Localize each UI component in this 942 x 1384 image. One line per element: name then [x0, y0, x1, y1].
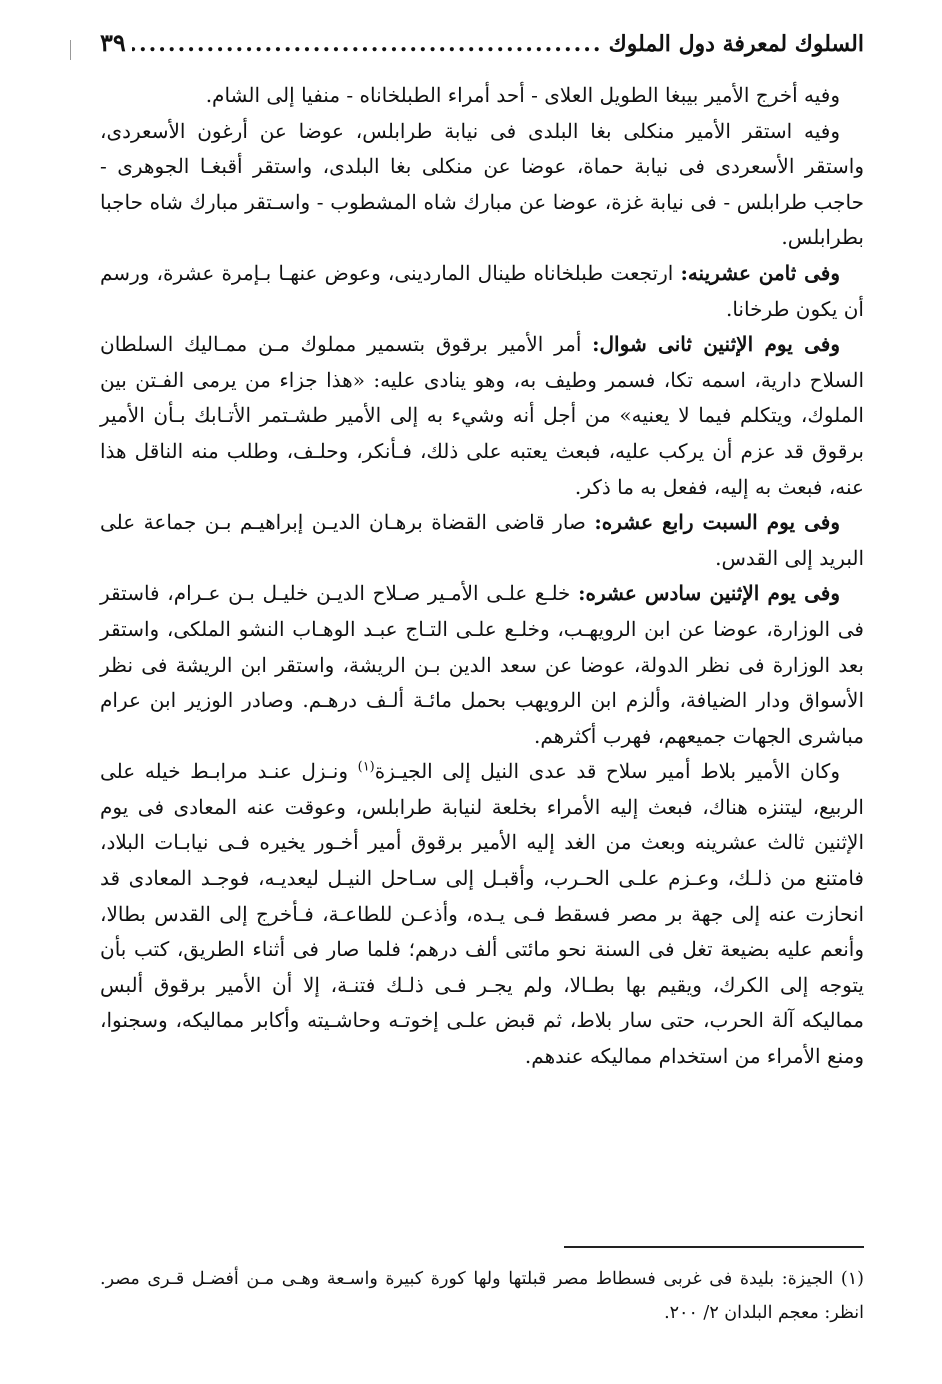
page-number: ٣٩ — [100, 28, 126, 57]
header-title: السلوك لمعرفة دول الملوك — [608, 31, 864, 57]
paragraph-lead: وفى يوم الإثنين سادس عشره: — [578, 581, 840, 606]
paragraph-text: وكان الأمير بلاط أمير سلاح قد عدى النيل إلى الجيـزة — [374, 759, 840, 784]
paragraph-7 — [100, 754, 864, 1074]
paragraph-4 — [100, 327, 864, 505]
paragraph-2 — [100, 114, 864, 256]
paragraph-text: ارتجعت طبلخاناه طينال الماردينى، وعوض عنهـا بـإمرة عشرة، ورسم أن يكون طرخانا. — [100, 260, 864, 321]
paragraph-text: وفيه استقر الأمير منكلى بغا البلدى فى نيابة طرابلس، عوضا عن أرغون الأسعردى، واستقر الأسعردى فى نيابة حماة، عوضا عن منكلى بغا البلدى، واستقر أقبغـا الجوهرى - حاجب طرابلس - فى نيابة غزة، عوضا عن مبارك شاه المشطوب - واسـتقر مبارك شاه حاجبا بطرابلس. — [100, 118, 864, 250]
paragraph-1 — [100, 78, 864, 114]
paragraph-3 — [100, 256, 864, 327]
paragraph-text: وفيه أخرج الأمير بيبغا الطويل العلاى - أحد أمراء الطبلخاناه - منفيا إلى الشام. — [205, 83, 840, 107]
paragraph-text: صار قاضى القضاة برهـان الديـن إبراهيـم بـن جماعة على البريد إلى القدس. — [100, 510, 864, 570]
paragraph-text: أمر الأمير برقوق بتسمير مملوك مـن ممـاليك السلطان السلاح دارية، اسمه تكا، فسمر وطيف به، وهو ينادى عليه: «هذا جزاء من يرمى الفـتن بين الملوك، ويتكلم فيما لا يعنيه» من أجل أنه وشيء به إلى الأمير طشـتمر الأتـابك بـأن الأمير برقوق قد عزم أن يركب عليه، فبعث يعتبه على ذلك، فـأنكر، وحلـف، وطلب منه الناقل هذا عنه، فبعث به إليه، ففعل به ما ذكر. — [100, 332, 864, 499]
paragraph-text: ونـزل عنـد مرابـط خيله على الربيع، ليتنزه هناك، فبعث إليه الأمراء بخلعة لنيابة طرابلس، وعوقت عنه المعادى فى يوم الإثنين ثالث عشرينه وبعث من الغد إليه الأمير برقوق أمير أخـور يخيره فـى نيابـات البلاد، فامتنع من ذلـك، وعـزم علـى الحـرب، وأقبـل إلى سـاحل النيـل ليعديـه، فوجـد المعادى قد انحازت عنه إلى جهة بر مصر فسقط فـى يـده، وأذعـن للطاعـة، فـأخرج إلى القدس بطالا، وأنعم عليه بضيعة تغل فى السنة نحو مائتى ألف درهم؛ فلما صار فى أثناء الطريق، كتب بأن يتوجه إلى الكرك، ويقيم بها بطـالا، ولم يجـر فـى ذلـك فتنـة، إلا أن الأمير برقوق ألبس مماليكه آلة الحرب، حتى سار بلاط، ثم قبض علـى إخوتـه وحاشـيته وأكابر مماليكه، وسجنوا، ومنع الأمراء من استخدام مماليكه عندهم. — [100, 759, 864, 1069]
main-text — [100, 78, 864, 1075]
footnote-separator — [564, 1246, 864, 1248]
footnote-reference[interactable]: (١) — [357, 759, 375, 775]
paragraph-text: خلـع علـى الأمـير صـلاح الديـن خليـل بـن عـرام، فاستقر فى الوزارة، عوضا عن ابن الرويهـب، وخلـع علـى التـاج عبـد الوهـاب النشو الملكى، واستقر بعد الوزارة فى نظر الدولة، عوضا عن سعد الدين بـن الريشة، واستقر ابن الريشة فى نظر الأسواق ودار الضيافة، وألزم ابن الرويهب بحمل مائـة ألـف درهـم. وصادر الوزير ابن عرام مباشرى الجهات جميعهم، فهرب أكثرهم. — [100, 581, 864, 748]
running-header — [100, 28, 864, 64]
paragraph-lead: وفى يوم السبت رابع عشره: — [594, 510, 841, 535]
paragraph-6 — [100, 576, 864, 754]
footnote-text: (١) الجيزة: بليدة فى غربى فسطاط مصر قبلتها ولها كورة كبيرة واسـعة وهـى مـن أفضـل قـرى مصر. انظر: معجم البلدان ٢/ ٢٠٠. — [100, 1269, 864, 1323]
paragraph-5 — [100, 505, 864, 576]
paragraph-lead: وفى ثامن عشرينه: — [680, 260, 840, 285]
header-dot-leader — [132, 31, 603, 57]
footnote — [100, 1262, 864, 1330]
paragraph-lead: وفى يوم الإثنين ثانى شوال: — [592, 332, 840, 357]
margin-mark — [70, 40, 71, 60]
